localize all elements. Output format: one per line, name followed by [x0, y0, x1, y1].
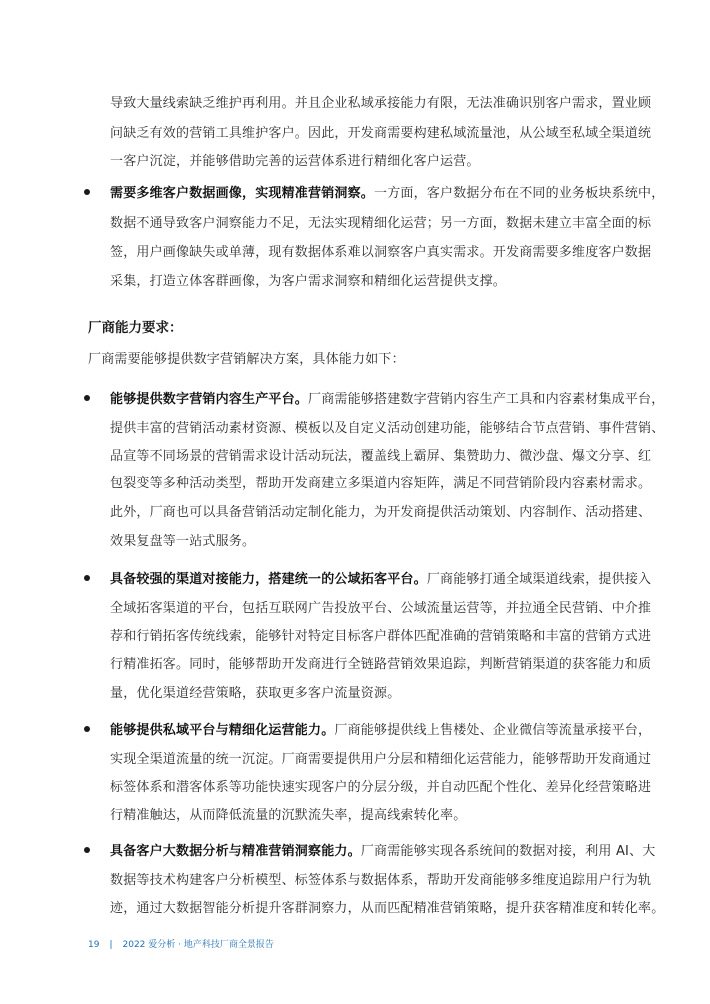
bullet-dot	[84, 395, 90, 401]
bullet-line: 全域拓客渠道的平台，包括互联网广告投放平台、公域流量运营等，并拉通全民营销、中介推	[110, 601, 652, 616]
bullet-text: 厂商能够打通全域渠道线索，提供接入	[426, 572, 652, 587]
section-heading: 厂商能力要求：	[88, 320, 183, 336]
report-title: 2022 爱分析 · 地产科技厂商全景报告	[122, 940, 274, 950]
bullet-line: 行精准触达，从而降低流量的沉默流失率，提高线索转化率。	[110, 808, 467, 823]
bullet-text: 厂商能够提供线上售楼处、企业微信等流量承接平台，	[334, 723, 652, 738]
bullet-line: 效果复盘等一站式服务。	[110, 534, 256, 549]
bullet-dot	[84, 189, 90, 195]
bullet-text: 厂商需能够实现各系统间的数据对接，利用 AI、大	[360, 844, 656, 859]
bullet-line: 品宣等不同场景的营销需求设计活动玩法，覆盖线上霸屏、集赞助力、微沙盘、爆文分享、红	[110, 449, 652, 464]
bullet-line: 实现全渠道流量的统一沉淀。厂商需要提供用户分层和精细化运营能力，能够帮助开发商通过	[110, 752, 652, 767]
intro-line: 导致大量线索缺乏维护再利用。并且企业私域承接能力有限，无法准确识别客户需求，置业顾	[110, 96, 652, 111]
bullet-paragraph-first-line	[110, 388, 664, 407]
bullet-paragraph-first-line	[110, 182, 664, 201]
bullet-dot	[84, 726, 90, 732]
bullet-text: 一方面，客户数据分布在不同的业务板块系统中，	[374, 186, 665, 201]
bullet-line: 量，优化渠道经营策略，获取更多客户流量资源。	[110, 686, 401, 701]
bullet-title: 具备客户大数据分析与精准营销洞察能力。	[110, 844, 361, 859]
bullet-dot	[84, 575, 90, 581]
bullet-line: 数据不通导致客户洞察能力不足，无法实现精细化运营；另一方面，数据未建立丰富全面的标	[110, 216, 652, 231]
bullet-line: 迹，通过大数据智能分析提升客群洞察力，从而匹配精准营销策略，提升获客精准度和转化率。	[110, 901, 665, 916]
intro-line: 问缺乏有效的营销工具维护客户。因此，开发商需要构建私域流量池，从公域至私域全渠道统	[110, 126, 652, 141]
bullet-line: 提供丰富的营销活动素材资源、模板以及自定义活动创建功能，能够结合节点营销、事件营销、	[110, 421, 665, 436]
bullet-title: 需要多维客户数据画像，实现精准营销洞察。	[110, 186, 375, 201]
bullet-paragraph-first-line	[110, 568, 651, 587]
bullet-title: 能够提供数字营销内容生产平台。	[110, 392, 309, 407]
bullet-line: 此外，厂商也可以具备营销活动定制化能力，为开发商提供活动策划、内容制作、活动搭建、	[110, 505, 652, 520]
bullet-paragraph-first-line	[110, 719, 651, 738]
page-footer	[88, 937, 274, 950]
intro-line: 一客户沉淀，并能够借助完善的运营体系进行精细化客户运营。	[110, 154, 480, 169]
bullet-line: 行精准拓客。同时，能够帮助开发商进行全链路营销效果追踪，判断营销渠道的获客能力和质	[110, 657, 652, 672]
bullet-paragraph-first-line	[110, 840, 655, 859]
bullet-line: 数据等技术构建客户分析模型、标签体系与数据体系，帮助开发商能够多维度追踪用户行为轨	[110, 873, 652, 888]
section-intro: 厂商需要能够提供数字营销解决方案，具体能力如下：	[88, 352, 405, 367]
bullet-text: 厂商需能够搭建数字营销内容生产工具和内容素材集成平台，	[308, 392, 665, 407]
bullet-line: 包裂变等多种活动类型，帮助开发商建立多渠道内容矩阵，满足不同营销阶段内容素材需求。	[110, 476, 652, 491]
bullet-dot	[84, 847, 90, 853]
bullet-title: 能够提供私域平台与精细化运营能力。	[110, 723, 335, 738]
bullet-line: 采集，打造立体客群画像，为客户需求洞察和精细化运营提供支撑。	[110, 274, 507, 289]
page-number: 19	[88, 940, 100, 950]
bullet-line: 荐和行销拓客传统线索，能够针对特定目标客户群体匹配准确的营销策略和丰富的营销方式进	[110, 629, 652, 644]
bullet-line: 签，用户画像缺失或单薄，现有数据体系难以洞察客户真实需求。开发商需要多维度客户数据	[110, 245, 652, 260]
bullet-title: 具备较强的渠道对接能力，搭建统一的公域拓客平台。	[110, 572, 427, 587]
footer-separator: |	[109, 940, 113, 950]
bullet-line: 标签体系和潜客体系等功能快速实现客户的分层分级，并自动匹配个性化、差异化经营策略进	[110, 780, 652, 795]
